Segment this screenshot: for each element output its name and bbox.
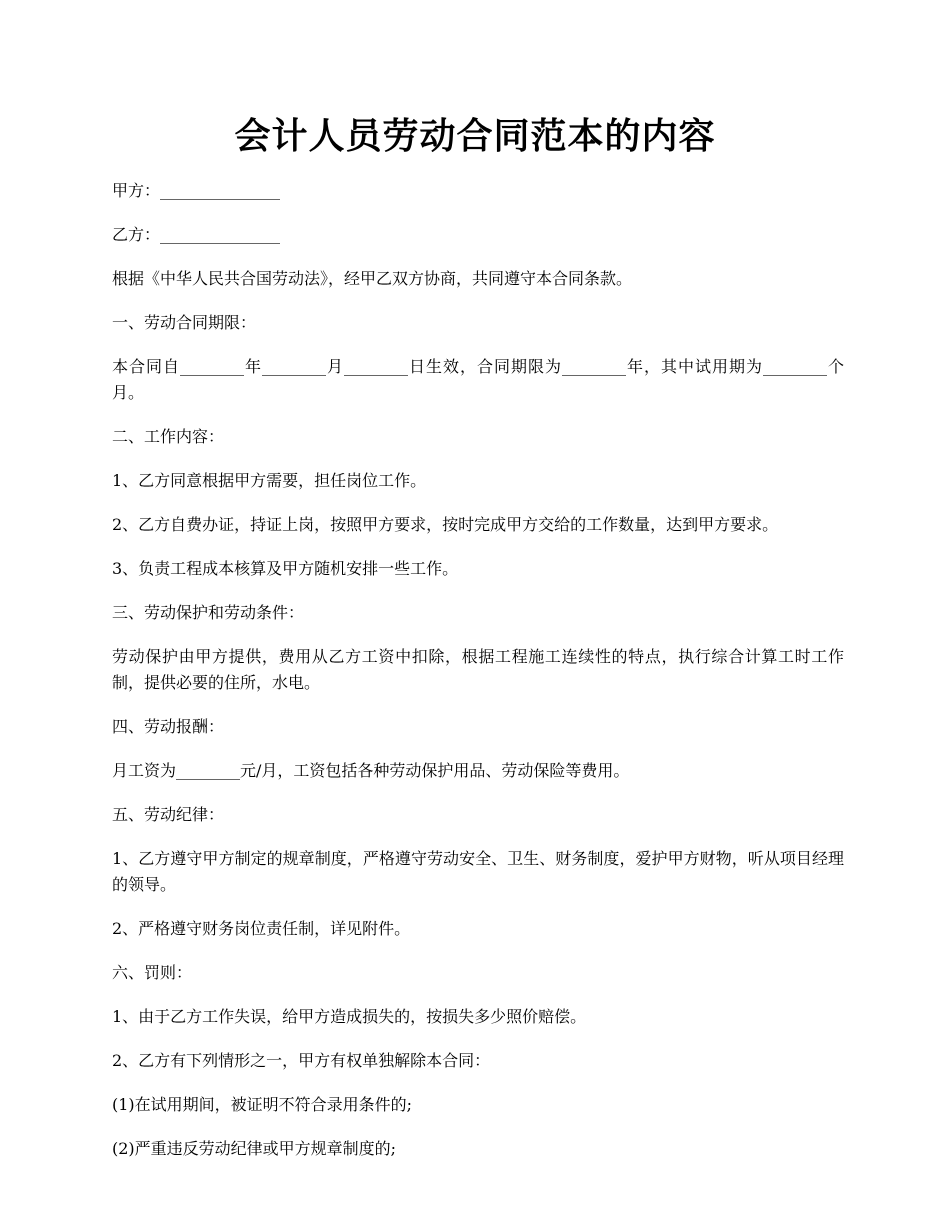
section-heading-contract-term: 一、劳动合同期限： (112, 313, 257, 332)
document-body (112, 178, 844, 1180)
section-heading-labor-protection: 三、劳动保护和劳动条件： (112, 603, 305, 622)
party-b-line: 乙方：_______________ (112, 225, 281, 244)
section-heading-penalties: 六、罚则： (112, 963, 193, 982)
remuneration-paragraph: 月工资为________元/月，工资包括各种劳动保护用品、劳动保险等费用。 (112, 761, 630, 780)
labor-discipline-item-2: 2、严格遵守财务岗位责任制，详见附件。 (112, 919, 411, 938)
contract-term-paragraph: 本合同自________年________月________日生效，合同期限为________年，其中试用期为________个月。 (112, 357, 844, 402)
work-content-item-2: 2、乙方自费办证，持证上岗，按照甲方要求，按时完成甲方交给的工作数量，达到甲方要求。 (112, 515, 779, 534)
document-title: 会计人员劳动合同范本的内容 (234, 115, 716, 157)
work-content-item-3: 3、负责工程成本核算及甲方随机安排一些工作。 (112, 559, 459, 578)
penalties-item-1: 1、由于乙方工作失误，给甲方造成损失的，按损失多少照价赔偿。 (112, 1007, 587, 1026)
section-heading-work-content: 二、工作内容： (112, 427, 225, 446)
penalties-item-2: 2、乙方有下列情形之一，甲方有权单独解除本合同： (112, 1051, 491, 1070)
party-a-line: 甲方：_______________ (112, 181, 281, 200)
preamble-paragraph: 根据《中华人民共合国劳动法》，经甲乙双方协商，共同遵守本合同条款。 (112, 269, 633, 288)
section-heading-labor-discipline: 五、劳动纪律： (112, 805, 225, 824)
penalties-subitem-2: (2)严重违反劳动纪律或甲方规章制度的; (112, 1139, 397, 1158)
labor-protection-paragraph: 劳动保护由甲方提供，费用从乙方工资中扣除，根据工程施工连续性的特点，执行综合计算工时工作制，提供必要的住所，水电。 (112, 647, 844, 692)
penalties-subitem-1: (1)在试用期间，被证明不符合录用条件的; (112, 1095, 413, 1114)
work-content-item-1: 1、乙方同意根据甲方需要，担任岗位工作。 (112, 471, 427, 490)
labor-discipline-item-1: 1、乙方遵守甲方制定的规章制度，严格遵守劳动安全、卫生、财务制度，爱护甲方财物，听从项目经理的领导。 (112, 849, 844, 894)
section-heading-remuneration: 四、劳动报酬： (112, 717, 225, 736)
